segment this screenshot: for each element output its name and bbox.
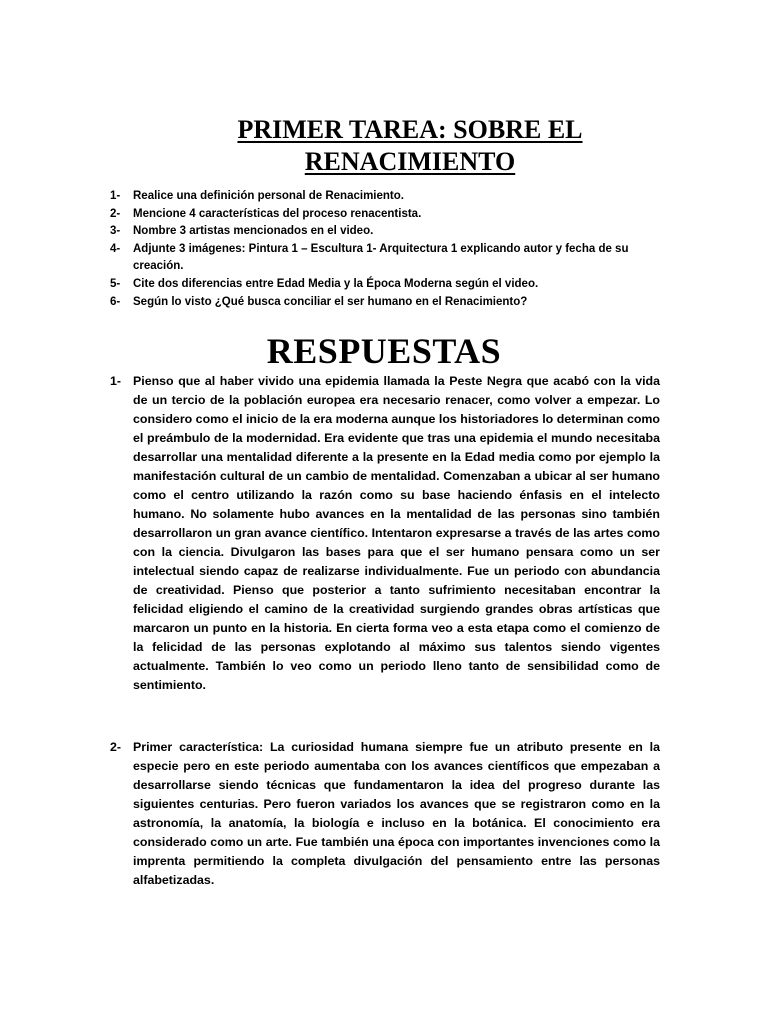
question-number: 1- bbox=[110, 190, 121, 202]
answers-heading: RESPUESTAS bbox=[266, 331, 502, 371]
title-line-1: PRIMER TAREA: SOBRE EL bbox=[237, 115, 583, 144]
answer-text: Primer característica: La curiosidad humana siempre fue un atributo presente en la especie pero en este periodo aumentaba con los avances científicos que empezaban a desarrollarse siendo técnicas que fundamentaron la idea del progreso durante las siguientes centurias. Pero fueron variados los avances que se registraron como en la astronomía, la anatomía, la biología e incluso en la botánica. El conocimiento era considerado como un arte. Fue también una época con importantes invenciones como la imprenta permitiendo la completa divulgación del pensamiento entre las personas alfabetizadas. bbox=[133, 740, 660, 887]
question-text: Nombre 3 artistas mencionados en el video. bbox=[133, 225, 374, 238]
answer-text: Pienso que al haber vivido una epidemia llamada la Peste Negra que acabó con la vida de un tercio de la población europea era necesario renacer, como volver a empezar. Lo considero como el inicio de la era moderna aunque los historiadores lo determinan como el preámbulo de la modernidad. Era evidente que tras una epidemia el mundo necesitaba desarrollar una mentalidad diferente a la presente en la Edad media como por ejemplo la manifestación cultural de un cambio de mentalidad. Comenzaban a ubicar al ser humano como el centro utilizando la razón como su base haciendo énfasis en el intelecto humano. No solamente hubo avances en la mentalidad de las personas sino también desarrollaron un gran avance científico. Intentaron expresarse a través de las artes como con la ciencia. Divulgaron las bases para que el ser humano pensara como un ser intelectual siendo capaz de realizarse individualmente. Fue un periodo con abundancia de creatividad. Pienso que posterior a tanto sufrimiento necesitaban encontrar la felicidad eligiendo el camino de la creatividad surgiendo grandes obras artísticas que marcaron un punto en la historia. En cierta forma veo a esta etapa como el comienzo de la felicidad de las personas explotando al máximo sus talentos siendo vigentes actualmente. También lo veo como un periodo lleno tanto de sensibilidad como de sentimiento. bbox=[133, 374, 660, 692]
answer-item bbox=[110, 738, 660, 890]
question-item bbox=[110, 241, 660, 276]
question-number: 5- bbox=[110, 277, 121, 290]
question-number: 3- bbox=[110, 225, 121, 238]
answer-number: 1- bbox=[110, 374, 122, 388]
question-item bbox=[110, 223, 660, 241]
question-list bbox=[110, 188, 660, 311]
question-text: Cite dos diferencias entre Edad Media y la Época Moderna según el video. bbox=[133, 277, 539, 290]
answer-number: 2- bbox=[110, 740, 122, 754]
question-text: Mencione 4 características del proceso renacentista. bbox=[133, 207, 422, 220]
page-title bbox=[200, 114, 620, 178]
question-item bbox=[110, 188, 660, 206]
title-line-2: RENACIMIENTO bbox=[304, 147, 516, 176]
question-item bbox=[110, 206, 660, 224]
question-text: Según lo visto ¿Qué busca conciliar el ser humano en el Renacimiento? bbox=[133, 295, 528, 308]
question-item bbox=[110, 276, 660, 294]
question-item bbox=[110, 294, 660, 312]
answer-item bbox=[110, 372, 660, 695]
question-text: Adjunte 3 imágenes: Pintura 1 – Escultura 1- Arquitectura 1 explicando autor y fecha de su creación. bbox=[133, 242, 629, 273]
question-number: 6- bbox=[110, 295, 121, 308]
question-number: 4- bbox=[110, 242, 121, 255]
question-text: Realice una definición personal de Renacimiento. bbox=[133, 190, 404, 202]
question-number: 2- bbox=[110, 207, 121, 220]
